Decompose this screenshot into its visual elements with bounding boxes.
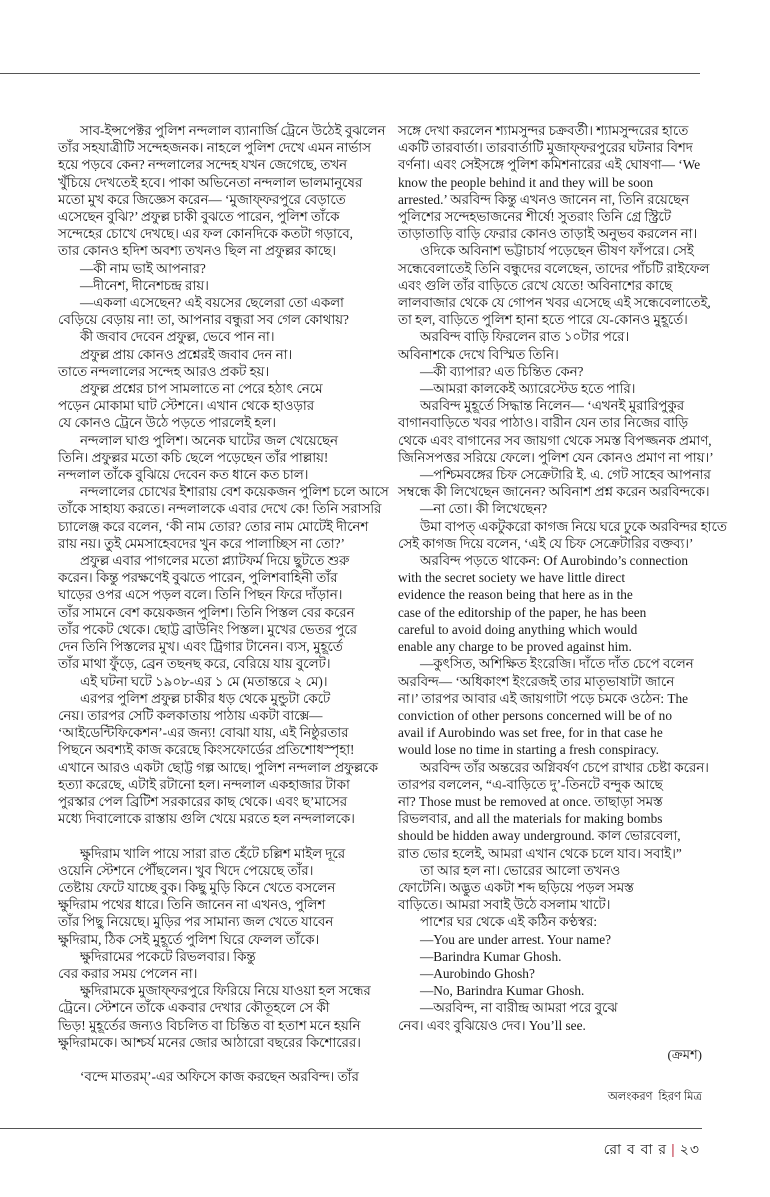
right-column-paragraph: —You are under arrest. Your name? (420, 931, 612, 947)
bottom-rule (0, 1128, 702, 1129)
right-column-paragraph: অরবিন্দ তাঁর অন্তরের অগ্নিবর্ষণ চেপে রাখার চেষ্টা করেন। তারপর বললেন, “এ-বাড়িতে দু’-তিনটে বন্দুক আছে না? Those must be removed at once. তাছাড়া সমস্ত রিভলবার, and all the materials for making bombs should be hidden away underground. কাল ভোরবেলা, রাত ভোর হলেই, আমরা এখান থেকে চলে যাব। সবাই।” (398, 759, 709, 861)
illustration-credit: অলংকরণ হিরণ মিত্র (607, 1090, 702, 1103)
right-column-paragraph: অরবিন্দ মুহূর্তে সিদ্ধান্ত নিলেন— ‘এখনই মুরারিপুকুর বাগানবাড়িতে খবর পাঠাও। বারীন যেন তার নিজের বাড়ি থেকে এবং বাগানের সব জায়গা থেকে সমস্ত বিপজ্জনক প্রমাণ, জিনিসপত্তর সরিয়ে ফেলে। পুলিশ যেন কোনও প্রমাণ না পায়।’ (398, 398, 714, 465)
right-column-body (398, 122, 727, 1034)
magazine-name: রো ব বা র (603, 1141, 668, 1157)
left-column-paragraph: কী জবাব দেবেন প্রফুল্ল, ভেবে পান না। (80, 329, 275, 345)
right-column-paragraph: —পশ্চিমবঙ্গের চিফ সেক্রেটারি ই. এ. গেট সাহেব আপনার সম্বন্ধে কী লিখেছেন জানেন? অবিনাশ প্রশ্ন করেন অরবিন্দকে। (398, 467, 711, 500)
to-be-continued: (ক্রমশ) (667, 1046, 702, 1062)
left-column-paragraph: ক্ষুদিরামের পকেটে রিভলবার। কিন্তু বের করার সময় পেলেন না। (58, 948, 256, 981)
right-column-paragraph: অরবিন্দ পড়তে থাকেন: Of Aurobindo’s connection with the secret society we have little direct evidence the reason being that here as in the case of the editorship of the paper, he has been careful to avoid doing anything which would enable any charge to be proved against him. (398, 553, 689, 655)
right-column-paragraph: —Aurobindo Ghosh? (420, 965, 535, 981)
left-column-paragraph: ক্ষুদিরাম খালি পায়ে সারা রাত হেঁটে চল্লিশ মাইল দূরে ওয়েনি স্টেশনে পৌঁছলেন। খুব খিদে পেয়েছে তাঁর। তেষ্টায় ফেটে যাচ্ছে বুক। কিছু মুড়ি কিনে খেতে বসলেন ক্ষুদিরাম পথের ধারে। তিনি জানেন না এখনও, পুলিশ তাঁর পিছু নিয়েছে। মুড়ির পর সামান্য জল খেতে যাবেন ক্ষুদিরাম, ঠিক সেই মুহূর্তে পুলিশ ঘিরে ফেলল তাঁকে। (58, 845, 346, 947)
right-column-paragraph: —কী ব্যাপার? এত চিন্তিত কেন? (420, 363, 584, 379)
left-column-paragraph: এরপর পুলিশ প্রফুল্ল চাকীর ধড় থেকে মুন্ডুটা কেটে নেয়। তারপর সেটি কলকাতায় পাঠায় একটা বাক্সে— ‘আইডেন্টিফিকেশন’-এর জন্য! বোঝা যায়, এই নিষ্ঠুরতার পিছনে অবশ্যই কাজ করেছে কিংসফোর্ডের প্রতিশোধস্পৃহা! এখানে আরও একটা ছোট্ট গল্প আছে। পুলিশ নন্দলাল প্রফুল্লকে হত্যা করেছে, এটাই রটানো হল। নন্দলাল একহাজার টাকা পুরস্কার পেল ব্রিটিশ সরকারের কাছ থেকে। এবং ছ’মাসের মধ্যে দিবালোকে রাস্তায় গুলি খেয়ে মরতে হল নন্দলালকে। (58, 690, 378, 827)
right-column-paragraph: অরবিন্দ বাড়ি ফিরলেন রাত ১০টার পরে। অবিনাশকে দেখে বিস্মিত তিনি। (398, 329, 630, 362)
left-column-paragraph: ক্ষুদিরামকে মুজাফ্ফরপুরে ফিরিয়ে নিয়ে যাওয়া হল সন্ধের ট্রেনে। স্টেশনে তাঁকে একবার দেখার কৌতূহলে সে কী ভিড়! মুহূর্তের জন্যও বিচলিত বা চিন্তিত বা হতাশ মনে হয়নি ক্ষুদিরামকে। আশ্চর্য মনের জোর আঠারো বছরের কিশোরের। (58, 983, 371, 1050)
right-column-paragraph: ওদিকে অবিনাশ ভট্টাচার্য পড়েছেন ভীষণ ফাঁপরে। সেই সন্ধেবেলাতেই তিনি বন্ধুদের বলেছেন, তাদের পাঁচটি রাইফেল এবং গুলি তাঁর বাড়িতে রেখে যেতে! অবিনাশের কাছে লালবাজার থেকে যে গোপন খবর এসেছে এই সন্ধেবেলাতেই, তা হল, বাড়িতে পুলিশ হানা হতে পারে যে-কোনও মুহূর্তে। (398, 243, 711, 328)
left-column-paragraph: প্রফুল্ল এবার পাগলের মতো প্ল্যাটফর্ম দিয়ে ছুটতে শুরু করেন। কিন্তু পরক্ষণেই বুঝতে পারেন, পুলিশবাহিনী তাঁর ঘাড়ের ওপর এসে পড়ল বলে। তিনি পিছন ফিরে দাঁড়ান। তাঁর সামনে বেশ কয়েকজন পুলিশ। তিনি পিস্তল বের করেন তাঁর পকেট থেকে। ছোট্ট ব্রাউনিং পিস্তল। মুখের ভেতর পুরে দেন তিনি পিস্তলের মুখ। এবং ট্রিগার টানেন। ব্যস, মুহূর্তে তাঁর মাথা ফুঁড়ে, ব্রেন তছনছ করে, বেরিয়ে যায় বুলেট। (58, 553, 357, 672)
right-column-paragraph: —আমরা কালকেই অ্যারেস্টেড হতে পারি। (420, 381, 636, 397)
left-column-paragraph: এই ঘটনা ঘটে ১৯০৮-এর ১ মে (মতান্তরে ২ মে)। (80, 673, 328, 689)
left-column-paragraph: —একলা এসেছেন? এই বয়সের ছেলেরা তো একলা বেড়িয়ে বেড়ায় না! তা, আপনার বন্ধুরা সব গেল কোথায়? (58, 295, 349, 328)
right-column-paragraph: —না তো। কী লিখেছেন? (420, 501, 548, 517)
right-column-paragraph: —অরবিন্দ, না বারীন্দ্র আমরা পরে বুঝে নেব। এবং বুঝিয়েও দেব। You’ll see. (398, 1000, 618, 1033)
right-column-paragraph: সঙ্গে দেখা করলেন শ্যামসুন্দর চক্রবর্তী। শ্যামসুন্দরের হাতে একটি তারবার্তা। তারবার্তাটি মুজাফ্ফরপুরের ঘটনার বিশদ বর্ণনা। এবং সেইসঙ্গে পুলিশ কমিশনারের এই ঘোষণা— ‘We know the people behind it and they will be soon arrested.’ অরবিন্দ কিন্তু এখনও জানেন না, তিনি রয়েছেন পুলিশের সন্দেহভাজনের শীর্ষে! সুতরাং তিনি গ্রে স্ট্রিটে তাড়াতাড়ি বাড়ি ফেরার কোনও তাড়াই অনুভব করলেন না। (398, 123, 701, 242)
left-column-paragraph: ‘বন্দে মাতরম্’-এর অফিসে কাজ করছেন অরবিন্দ। তাঁর (80, 1069, 359, 1085)
left-column-paragraph: নন্দলালের চোখের ইশারায় বেশ কয়েকজন পুলিশ চলে আসে তাঁকে সাহায্য করতে। নন্দলালকে এবার দেখে কে! তিনি সরাসরি চ্যালেঞ্জ করে বলেন, ‘কী নাম তোর? তোর নাম মোটেই দীনেশ রায় নয়। তুই মেমসাহেবদের খুন করে পালাচ্ছিস না তো?’ (58, 484, 389, 551)
left-column (58, 122, 389, 1085)
top-rule (0, 73, 700, 74)
left-column-paragraph: নন্দলাল ঘাগু পুলিশ। অনেক ঘাটের জল খেয়েছেন তিনি। প্রফুল্লর মতো কচি ছেলে পড়েছেন তাঁর পাল্লায়! নন্দলাল তাঁকে বুঝিয়ে দেবেন কত ধানে কত চাল। (58, 432, 338, 483)
right-column-paragraph: পাশের ঘর থেকে এই কঠিন কণ্ঠস্বর: (420, 914, 598, 930)
footer-separator: | (671, 1141, 676, 1157)
right-column-paragraph: তা আর হল না। ভোরের আলো তখনও ফোটেনি। অদ্ভুত একটা শব্দ ছড়িয়ে পড়ল সমস্ত বাড়িতে। আমরা সবাই উঠে বসলাম খাটে। (398, 862, 634, 913)
right-column-paragraph: উমা বাপত্ একটুকরো কাগজ নিয়ে ঘরে ঢুকে অরবিন্দর হাতে সেই কাগজ দিয়ে বলেন, ‘এই যে চিফ সেক্রেটারির বক্তব্য।’ (398, 518, 727, 551)
left-column-paragraph: প্রফুল্ল প্রায় কোনও প্রশ্নেরই জবাব দেন না। তাতে নন্দলালের সন্দেহ আরও প্রকট হয়। (58, 346, 293, 379)
right-column-paragraph: —কুৎসিত, অশিক্ষিত ইংরেজি। দাঁতে দাঁত চেপে বলেন অরবিন্দ— ‘অধিকাংশ ইংরেজই তার মাতৃভাষাটা জানে না।’ তারপর আবার এই জায়গাটা পড়ে চমকে ওঠেন: The conviction of other persons concerned will be of no avail if Aurobindo was set free, for in that case he would lose no time in starting a fresh conspiracy. (398, 656, 694, 758)
right-column-paragraph: —No, Barindra Kumar Ghosh. (420, 983, 585, 999)
left-column-paragraph: —কী নাম ভাই আপনার? (80, 260, 206, 276)
right-column (398, 122, 727, 1106)
page-footer (604, 1138, 700, 1162)
left-column-paragraph: সাব-ইন্সপেক্টর পুলিশ নন্দলাল ব্যানার্জি ট্রেনে উঠেই বুঝলেন তাঁর সহযাত্রীটি সন্দেহজনক। নাহলে পুলিশ দেখে এমন নার্ভাস হয়ে পড়বে কেন? নন্দলালের সন্দেহ যখন জেগেছে, তখন খুঁচিয়ে দেখতেই হবে। পাকা অভিনেতা নন্দলাল ভালমানুষের মতো মুখ করে জিজ্ঞেস করেন— ‘মুজাফ্ফরপুরে বেড়াতে এসেছেন বুঝি?’ প্রফুল্ল চাকী বুঝতে পারেন, পুলিশ তাঁকে সন্দেহের চোখে দেখছে। এর ফল কোনদিকে কতটা গড়াবে, তার কোনও হদিশ অবশ্য তখনও ছিল না প্রফুল্লর কাছে। (58, 123, 386, 259)
right-column-paragraph: —Barindra Kumar Ghosh. (420, 948, 562, 964)
left-column-paragraph: —দীনেশ, দীনেশচন্দ্র রায়। (80, 277, 209, 293)
page-number: ২৩ (679, 1141, 700, 1157)
left-column-paragraph: প্রফুল্ল প্রশ্নের চাপ সামলাতে না পেরে হঠাৎ নেমে পড়েন মোকামা ঘাট স্টেশনে। এখান থেকে হাওড়ার যে কোনও ট্রেনে উঠে পড়তে পারলেই হল। (58, 381, 323, 431)
